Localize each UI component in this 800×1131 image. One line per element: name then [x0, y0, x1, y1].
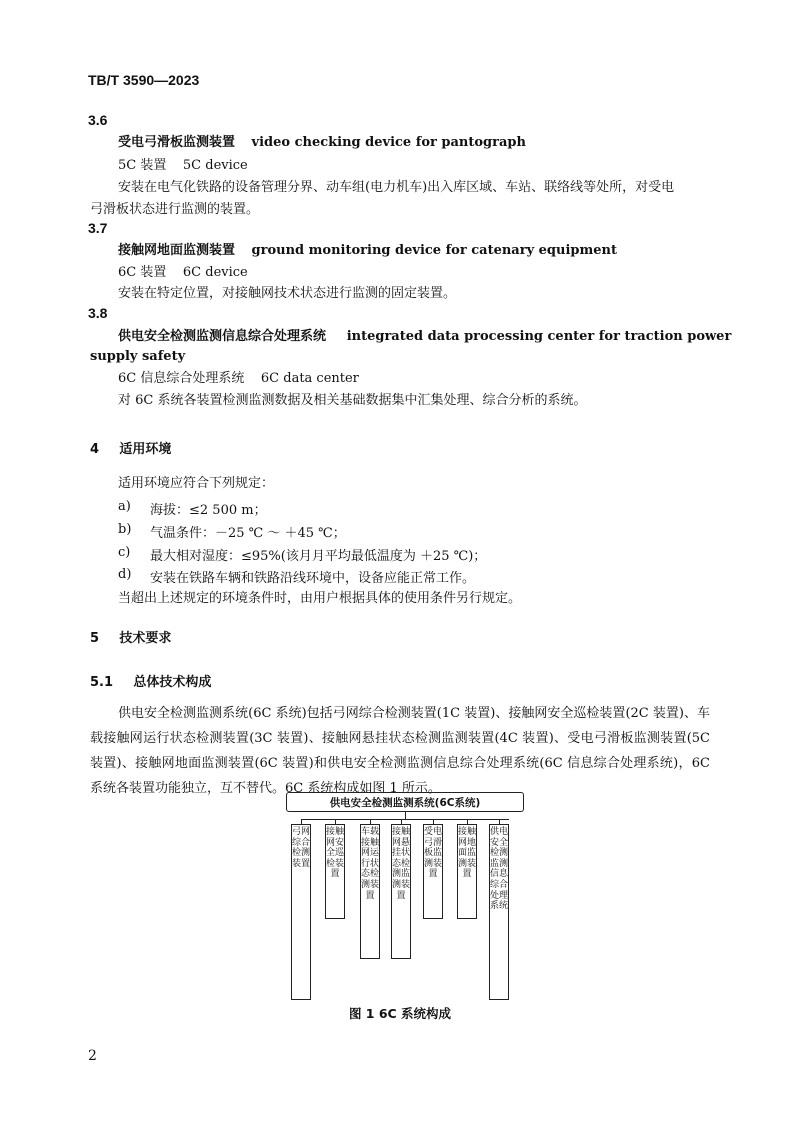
term-3-6-title — [118, 134, 526, 152]
term-3-6-number: 3.6 — [88, 112, 108, 128]
term-3-8-title-en: integrated data processing center for traction power — [346, 329, 732, 344]
list-item-b-text: 气温条件：－25 ℃ ～ ＋45 ℃； — [150, 526, 346, 541]
term-3-8-definition: 对 6C 系统各装置检测监测数据及相关基础数据集中汇集处理、综合分析的系统。 — [118, 393, 587, 408]
term-3-7-title-en: ground monitoring device for catenary equipment — [251, 243, 617, 258]
section-4-title: 适用环境 — [119, 442, 172, 457]
term-3-6-title-en: video checking device for pantograph — [251, 135, 526, 150]
section-5-number: 5 — [90, 631, 100, 646]
term-3-7-definition: 安装在特定位置，对接触网技术状态进行监测的固定装置。 — [118, 286, 457, 301]
figure-top-box: 供电安全检测监测系统(6C系统) — [286, 792, 524, 812]
figure-box-4c: 接触网悬挂状态检测监测装置 — [391, 824, 411, 959]
term-3-8-abbr — [118, 370, 359, 388]
figure-branch-line — [301, 819, 509, 820]
term-3-6-definition-line1: 安装在电气化铁路的设备管理分界、动车组(电力机车)出入库区域、车站、联络线等处所，对受电 — [118, 180, 675, 195]
section-4-heading — [90, 438, 171, 457]
figure-box-6c: 接触网地面监测装置 — [457, 824, 477, 919]
term-3-6-abbr — [118, 157, 248, 175]
term-3-8-abbr-en: 6C data center — [260, 371, 359, 386]
section-5-heading — [90, 627, 171, 646]
figure-6c-system — [270, 792, 540, 992]
document-id: TB/T 3590—2023 — [88, 72, 200, 88]
term-3-8-title — [118, 328, 731, 346]
figure-box-5c: 受电弓滑板监测装置 — [423, 824, 443, 919]
term-3-8-number: 3.8 — [88, 305, 108, 321]
term-3-7-abbr-zh: 6C 装置 — [118, 265, 167, 280]
figure-box-3c: 车载接触网运行状态检测装置 — [360, 824, 380, 959]
list-item-b-label: b) — [118, 522, 132, 537]
section-4-outro: 当超出上述规定的环境条件时，由用户根据具体的使用条件另行规定。 — [118, 591, 522, 606]
term-3-7-abbr-en: 6C device — [182, 265, 248, 280]
term-3-7-number: 3.7 — [88, 220, 108, 236]
list-item-a-label: a) — [118, 499, 131, 514]
term-3-6-abbr-zh: 5C 装置 — [118, 158, 167, 173]
term-3-7-abbr — [118, 264, 248, 282]
section-5-1-heading — [90, 671, 211, 690]
section-5-1-title: 总体技术构成 — [133, 675, 212, 690]
term-3-8-title-zh: 供电安全检测监测信息综合处理系统 — [118, 329, 327, 344]
term-3-6-title-zh: 受电弓滑板监测装置 — [118, 135, 236, 150]
section-5-1-paragraph: 供电安全检测监测系统(6C 系统)包括弓网综合检测装置(1C 装置)、接触网安全巡检装置(2C 装置)、车载接触网运行状态检测装置(3C 装置)、接触网悬挂状态检测监测装置(4C 装置)、受电弓滑板监测装置(5C 装置)、接触网地面监测装置(6C 装置)和供电安全检测监测信息综合处理系统(6C 信息综合处理系统)，6C 系统各装置功能独立，互不替代。6C 系统构成如图 1 所示。 — [90, 706, 710, 796]
figure-box-1c: 弓网综合检测装置 — [291, 824, 311, 1000]
section-5-title: 技术要求 — [119, 631, 172, 646]
list-item-a-text: 海拔：≤2 500 m； — [150, 503, 267, 518]
list-item-c-text: 最大相对湿度：≤95%(该月月平均最低温度为 ＋25 ℃)； — [150, 549, 487, 564]
figure-box-2c: 接触网安全巡检装置 — [325, 824, 345, 919]
term-3-7-title-zh: 接触网地面监测装置 — [118, 243, 236, 258]
list-item-d-text: 安装在铁路车辆和铁路沿线环境中，设备应能正常工作。 — [150, 571, 476, 586]
section-4-intro: 适用环境应符合下列规定： — [118, 476, 275, 491]
figure-box-data-center: 供电安全检测监测信息综合处理系统 — [489, 824, 509, 1000]
figure-stem-line — [405, 812, 406, 819]
section-4-number: 4 — [90, 442, 100, 457]
term-3-8-abbr-zh: 6C 信息综合处理系统 — [118, 371, 245, 386]
figure-caption: 图 1 6C 系统构成 — [348, 1006, 452, 1021]
term-3-7-title — [118, 242, 617, 260]
list-item-c-label: c) — [118, 545, 131, 560]
page-number: 2 — [88, 1048, 97, 1064]
term-3-8-title-en-cont: supply safety — [90, 349, 186, 364]
section-5-1-number: 5.1 — [90, 675, 114, 690]
term-3-6-abbr-en: 5C device — [182, 158, 248, 173]
term-3-6-definition-line2: 弓滑板状态进行监测的装置。 — [90, 202, 260, 217]
list-item-d-label: d) — [118, 567, 132, 582]
